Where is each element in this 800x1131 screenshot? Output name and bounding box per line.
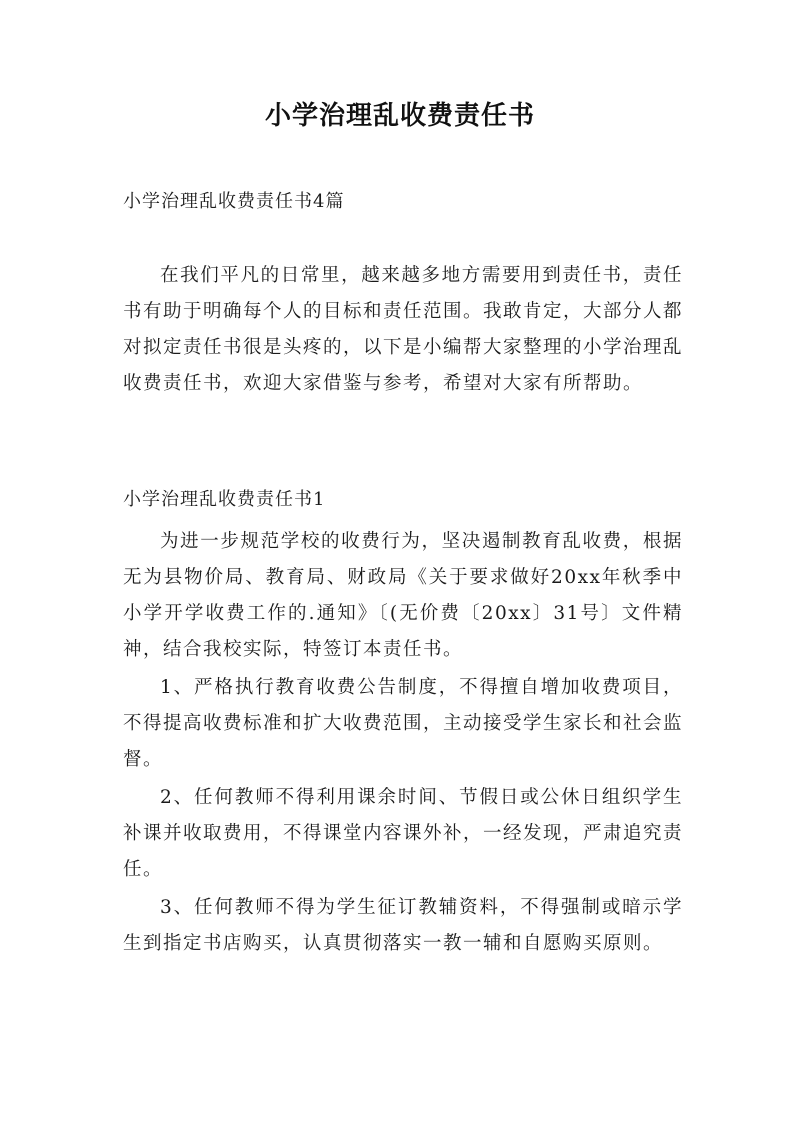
document-title: 小学治理乱收费责任书 (264, 101, 535, 131)
clause-item-2: 2、任何教师不得利用课余时间、节假日或公休日组织学生补课并收取费用，不得课堂内容课外补，一经发现，严肃追究责任。 (123, 787, 684, 880)
clause-item-3: 3、任何教师不得为学生征订教辅资料，不得强制或暗示学生到指定书店购买，认真贯彻落实一教一辅和自愿购买原则。 (123, 897, 683, 954)
intro-paragraph: 在我们平凡的日常里，越来越多地方需要用到责任书，责任书有助于明确每个人的目标和责任范围。我敢肯定，大部分人都对拟定责任书很是头疼的，以下是小编帮大家整理的小学治理乱收费责任书，欢迎大家借鉴与参考，希望对大家有所帮助。 (123, 265, 684, 394)
section-opening-paragraph: 为进一步规范学校的收费行为，坚决遏制教育乱收费，根据无为县物价局、教育局、财政局《关于要求做好20xx年秋季中小学开学收费工作的.通知》〔(无价费〔20xx〕31号〕文件精神，结合我校实际，特签订本责任书。 (123, 531, 683, 660)
section-heading: 小学治理乱收费责任书1 (123, 489, 326, 510)
document-subtitle: 小学治理乱收费责任书4篇 (123, 191, 345, 212)
clause-item-1: 1、严格执行教育收费公告制度，不得擅自增加收费项目，不得提高收费标准和扩大收费范围，主动接受学生家长和社会监督。 (123, 677, 684, 770)
